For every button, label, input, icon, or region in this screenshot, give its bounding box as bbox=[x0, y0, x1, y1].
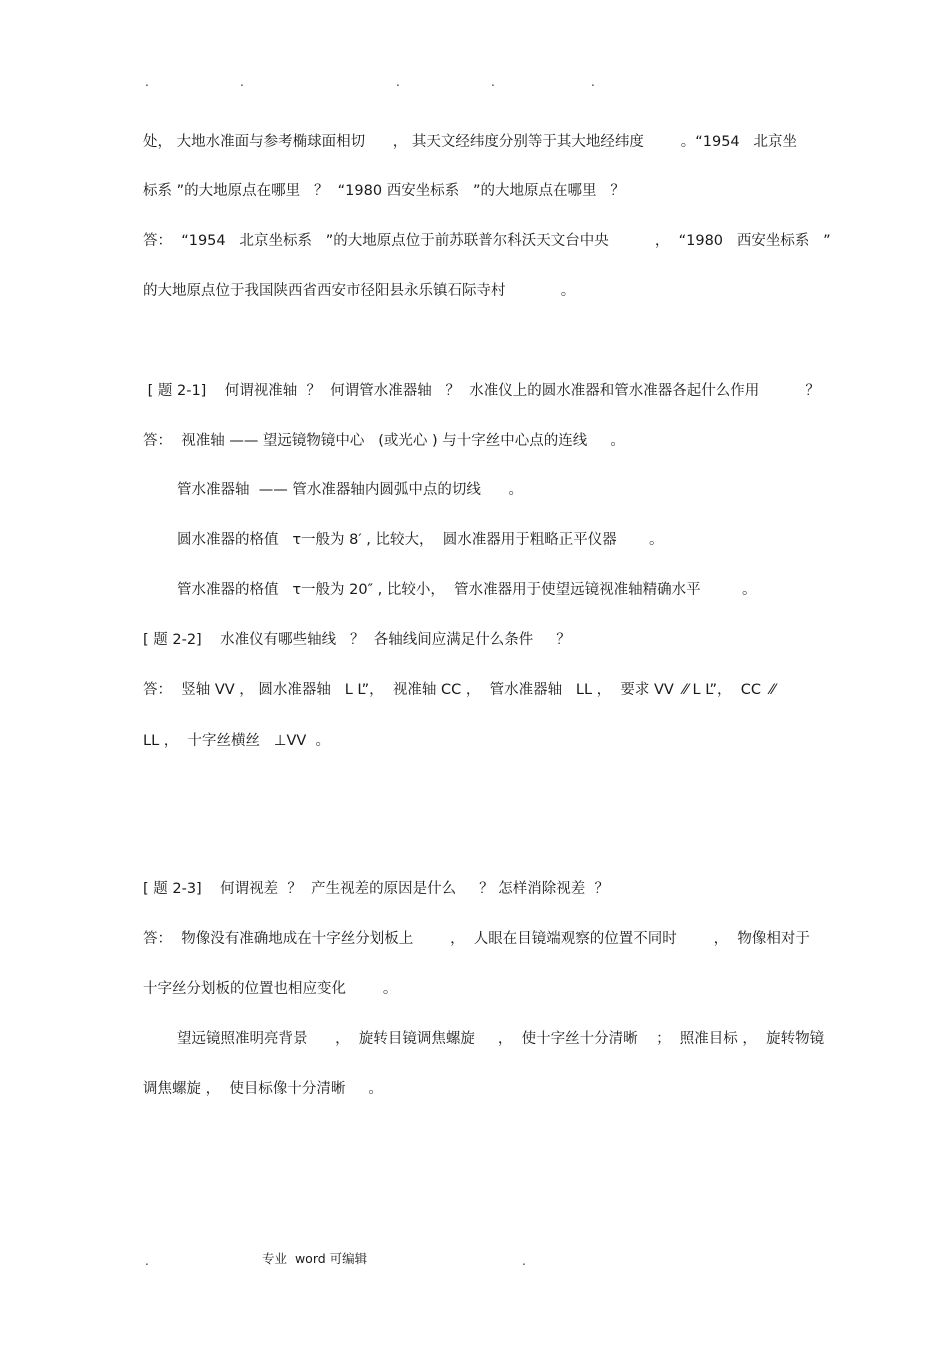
answer-line: 管水准器轴 —— 管水准器轴内圆弧中点的切线 。 bbox=[177, 482, 523, 498]
footer-text: 专业 word 可编辑 bbox=[262, 1251, 368, 1266]
paragraph-line: 标系 ”的大地原点在哪里 ？ “1980 西安坐标系 ”的大地原点在哪里 ？ bbox=[143, 183, 625, 199]
footer-dot: . bbox=[145, 1254, 149, 1268]
answer-line: LL ， 十字丝横丝 ⊥VV 。 bbox=[143, 733, 330, 749]
header-dot: . bbox=[396, 75, 400, 89]
answer-line: 答： 竖轴 VV ， 圆水准器轴 L L”， 视准轴 CC ， 管水准器轴 LL ， 要求 VV ⁄⁄ L L”， CC ⁄⁄ bbox=[143, 682, 776, 698]
question-heading: [ 题 2-3] 何谓视差 ？ 产生视差的原因是什么 ？ 怎样消除视差 ？ bbox=[143, 881, 609, 897]
question-heading: [ 题 2-2] 水准仪有哪些轴线 ？ 各轴线间应满足什么条件 ？ bbox=[143, 632, 571, 648]
paragraph-line: 处， 大地水准面与参考椭球面相切 ， 其天文经纬度分别等于其大地经纬度 。“1954 北京坐 bbox=[143, 134, 797, 150]
answer-line: 望远镜照准明亮背景 ， 旋转目镜调焦螺旋 ， 使十字丝十分清晰 ； 照准目标 ， 旋转物镜 bbox=[177, 1031, 825, 1047]
footer-dot: . bbox=[522, 1254, 526, 1268]
answer-line: 答： 视准轴 —— 望远镜物镜中心 (或光心 ) 与十字丝中心点的连线 。 bbox=[143, 433, 625, 449]
header-dot: . bbox=[145, 75, 149, 89]
header-dot: . bbox=[491, 75, 495, 89]
header-dot: . bbox=[240, 75, 244, 89]
answer-line: 十字丝分划板的位置也相应变化 。 bbox=[143, 981, 398, 997]
answer-line: 答： 物像没有准确地成在十字丝分划板上 ， 人眼在目镜端观察的位置不同时 ， 物像相对于 bbox=[143, 931, 810, 947]
paragraph-line: 答： “1954 北京坐标系 ”的大地原点位于前苏联普尔科沃天文台中央 ， “1980 西安坐标系 ” bbox=[143, 233, 831, 249]
question-heading: [ 题 2-1] 何谓视准轴 ？ 何谓管水准器轴 ？ 水准仪上的圆水准器和管水准器各起什么作用 ？ bbox=[143, 383, 820, 399]
paragraph-line: 的大地原点位于我国陕西省西安市径阳县永乐镇石际寺村 。 bbox=[143, 283, 576, 299]
answer-line: 圆水准器的格值 τ一般为 8′ , 比较大， 圆水准器用于粗略正平仪器 。 bbox=[177, 532, 664, 548]
header-dot: . bbox=[591, 75, 595, 89]
answer-line: 调焦螺旋 ， 使目标像十分清晰 。 bbox=[143, 1081, 383, 1097]
answer-line: 管水准器的格值 τ一般为 20″ , 比较小， 管水准器用于使望远镜视准轴精确水平 。 bbox=[177, 582, 757, 598]
